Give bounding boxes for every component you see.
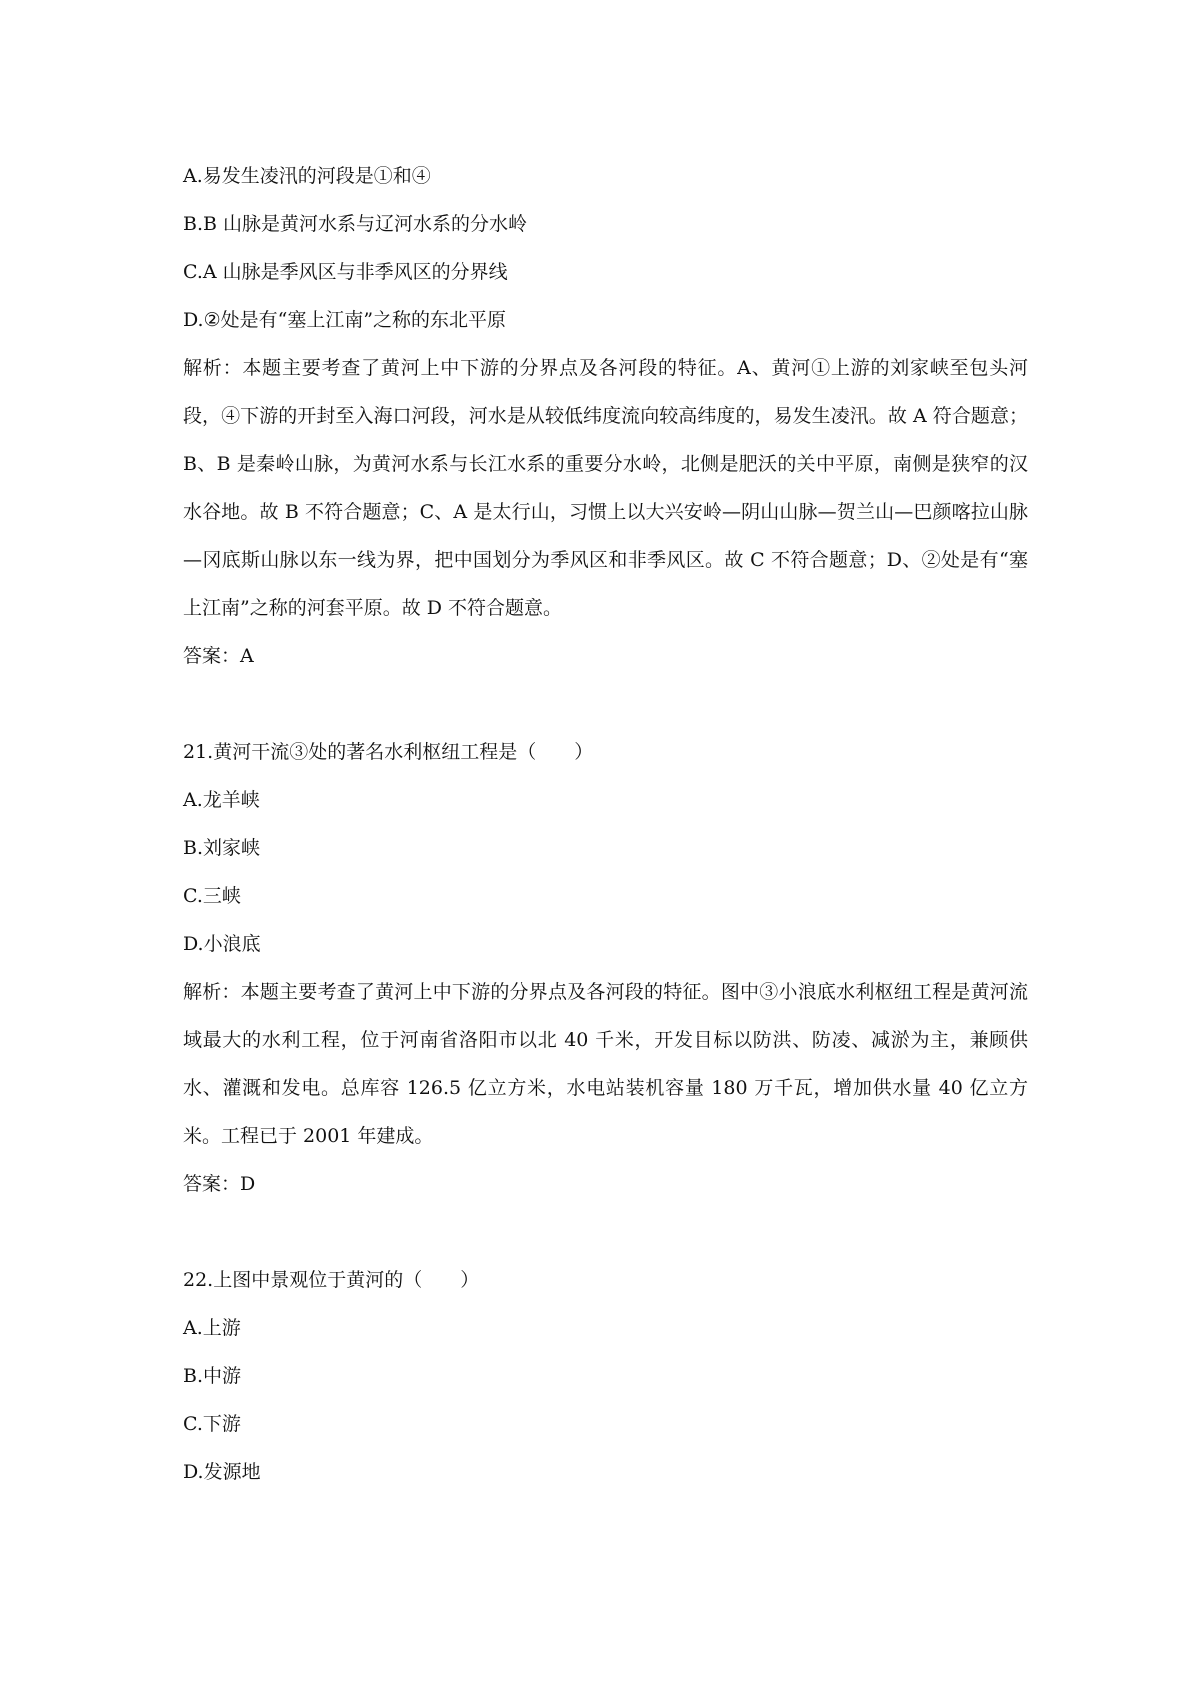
q21-option-c: C.三峡 xyxy=(183,885,241,907)
q20-option-a: A.易发生凌汛的河段是①和④ xyxy=(183,165,431,187)
q21-option-d: D.小浪底 xyxy=(183,933,261,955)
q20-answer: 答案：A xyxy=(183,645,254,667)
document-page xyxy=(183,152,1028,1496)
q22-option-b: B.中游 xyxy=(183,1365,242,1387)
question-20-block xyxy=(183,152,1028,680)
q21-option-a: A.龙羊峡 xyxy=(183,789,260,811)
question-21-block xyxy=(183,728,1028,1208)
q22-option-d: D.发源地 xyxy=(183,1461,261,1483)
spacer xyxy=(183,1208,1028,1256)
q21-analysis: 解析：本题主要考查了黄河上中下游的分界点及各河段的特征。图中③小浪底水利枢纽工程是黄河流域最大的水利工程，位于河南省洛阳市以北 40 千米，开发目标以防洪、防凌、减淤为主，兼顾供水、灌溉和发电。总库容 126.5 亿立方米，水电站装机容量 180 万千瓦，增加供水量 40 亿立方米。工程已于 2001 年建成。 xyxy=(183,981,1028,1147)
q20-option-d: D.②处是有“塞上江南”之称的东北平原 xyxy=(183,309,507,331)
q21-answer: 答案：D xyxy=(183,1173,256,1195)
q20-option-c: C.A 山脉是季风区与非季风区的分界线 xyxy=(183,261,508,283)
question-22-block xyxy=(183,1256,1028,1496)
q20-option-b: B.B 山脉是黄河水系与辽河水系的分水岭 xyxy=(183,213,528,235)
q22-stem: 22.上图中景观位于黄河的（ ） xyxy=(183,1269,480,1291)
q22-option-a: A.上游 xyxy=(183,1317,241,1339)
q22-option-c: C.下游 xyxy=(183,1413,241,1435)
spacer xyxy=(183,680,1028,728)
q21-stem: 21.黄河干流③处的著名水利枢纽工程是（ ） xyxy=(183,741,594,763)
q21-option-b: B.刘家峡 xyxy=(183,837,261,859)
q20-analysis: 解析：本题主要考查了黄河上中下游的分界点及各河段的特征。A、黄河①上游的刘家峡至包头河段，④下游的开封至入海口河段，河水是从较低纬度流向较高纬度的，易发生凌汛。故 A 符合题意；B、B 是秦岭山脉，为黄河水系与长江水系的重要分水岭，北侧是肥沃的关中平原，南侧是狭窄的汉水谷地。故 B 不符合题意；C、A 是太行山，习惯上以大兴安岭—阴山山脉—贺兰山—巴颜喀拉山脉—冈底斯山脉以东一线为界，把中国划分为季风区和非季风区。故 C 不符合题意；D、②处是有“塞上江南”之称的河套平原。故 D 不符合题意。 xyxy=(183,357,1028,619)
